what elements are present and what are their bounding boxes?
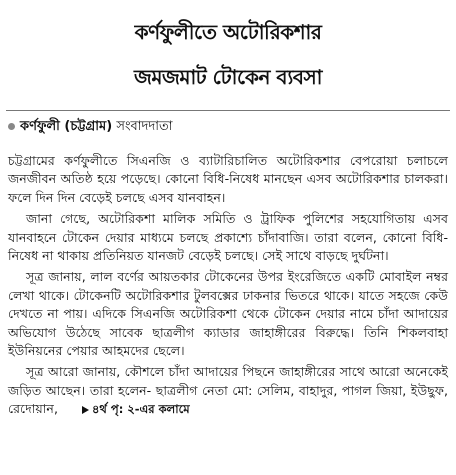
- paragraph-4: [8, 363, 448, 418]
- continuation-note: [64, 400, 190, 418]
- headline-line-1: কর্ণফুলীতে অটোরিকশার: [134, 20, 322, 44]
- triangle-arrow-icon: [82, 406, 89, 414]
- continuation-text: ৪র্থ পৃ: ২-এর কলামে: [91, 402, 190, 417]
- headline-divider: [6, 110, 450, 111]
- article-body: [8, 152, 448, 422]
- byline: [8, 118, 173, 136]
- paragraph-3: সূত্র জানায়, লাল বর্ণের আয়তকার টোকেনের উপর ইংরেজিতে একটি মোবাইল নম্বর লেখা থাকে। টোকেনটি অটোরিকশার টুলবক্সের ঢাকনার ভিতরে থাকে। যাতে সহজে কেউ দেখতে না পায়। এদিকে সিএনজি অটোরিকশা থেকে টোকেন দেয়ার নামে চাঁদা আদায়ের অভিযোগ উঠেছে সাবেক ছাত্রলীগ ক্যাডার জাহাঙ্গীরের বিরুদ্ধে। তিনি শিকলবাহা ইউনিয়নের পেয়ার আহমদের ছেলে।: [8, 269, 448, 359]
- byline-place: কর্ণফুলী (চট্টগ্রাম): [20, 119, 113, 134]
- paragraph-1: চট্টগ্রামের কর্ণফুলীতে সিএনজি ও ব্যাটারিচালিত অটোরিকশার বেপরোয়া চলাচলে জনজীবন অতিষ্ঠ হয়ে পড়েছে। কোনো বিধি-নিষেধ মানছেন এসব অটোরিকশার চালকরা। ফলে দিন দিন বেড়েই চলছে এসব যানবাহন।: [8, 153, 448, 205]
- bullet-icon: [8, 123, 15, 130]
- headline-line-2: জমজমাট টোকেন ব্যবসা: [134, 65, 322, 89]
- paragraph-2: জানা গেছে, অটোরিকশা মালিক সমিতি ও ট্রাফিক পুলিশের সহযোগিতায় এসব যানবাহনে টোকেন দেয়ার মাধ্যমে চলছে প্রকাশ্যে চাঁদাবাজি। তারা বলেন, কোনো বিধি-নিষেধ না থাকায় প্রতিনিয়ত যানজট বেড়েই চলছে। সেই সাথে বাড়ছে দুর্ঘটনা।: [8, 211, 448, 264]
- paragraph-4-text: সূত্র আরো জানায়, কৌশলে চাঁদা আদায়ের পিছনে জাহাঙ্গীরের সাথে আরো অনেকেই জড়িত আছেন। তারা হলেন- ছাত্রলীগ নেতা মো: সেলিম, বাহাদুর, পাগল জিয়া, ইউছুফ, রেদোয়ান,: [8, 364, 448, 417]
- byline-reporter: সংবাদদাতা: [116, 119, 173, 134]
